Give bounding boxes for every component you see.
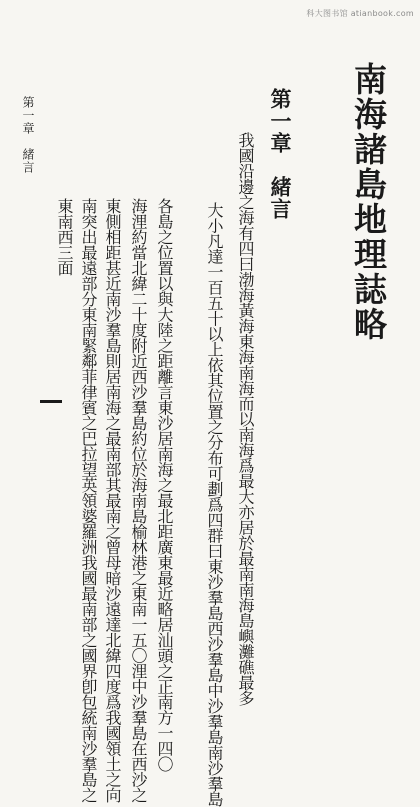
body-text-column: 東側相距甚近南沙羣島則居南海之最南部其最南之曾母暗沙遠達北緯四度爲我國領土之向 xyxy=(103,198,122,803)
body-text-column: 我國沿邊之海有四曰渤海黃海東海南海而以南海爲最大亦居於最南南海島嶼灘礁最多 xyxy=(236,132,255,706)
body-text-column: 東南西三面 xyxy=(55,198,74,276)
body-text-column: 各島之位置以與大陸之距離言東沙居南海之最北距廣東最近略居汕頭之正南方一四〇 xyxy=(155,198,174,772)
body-text-column: 海浬約當北緯二十度附近西沙羣島約位於海南島榆林港之東南一五〇浬中沙羣島在西沙之 xyxy=(129,198,148,803)
running-header: 第一章 緒言 xyxy=(21,96,35,174)
body-text-column: 南突出最遠部分東南緊鄰菲律賓之巴拉望英領婆羅洲我國最南部之國界卽包統南沙羣島之 xyxy=(79,198,98,803)
chapter-heading: 第一章 緒言 xyxy=(268,88,293,220)
watermark: 科大图书馆 atianbook.com xyxy=(306,9,414,18)
body-text-column: 大小凡達一百五十以上依其位置之分布可劃爲四群曰東沙羣島西沙羣島中沙羣島南沙羣島 xyxy=(205,202,224,807)
book-title: 南海諸島地理誌略 xyxy=(349,62,388,342)
page-number-mark xyxy=(40,400,62,403)
